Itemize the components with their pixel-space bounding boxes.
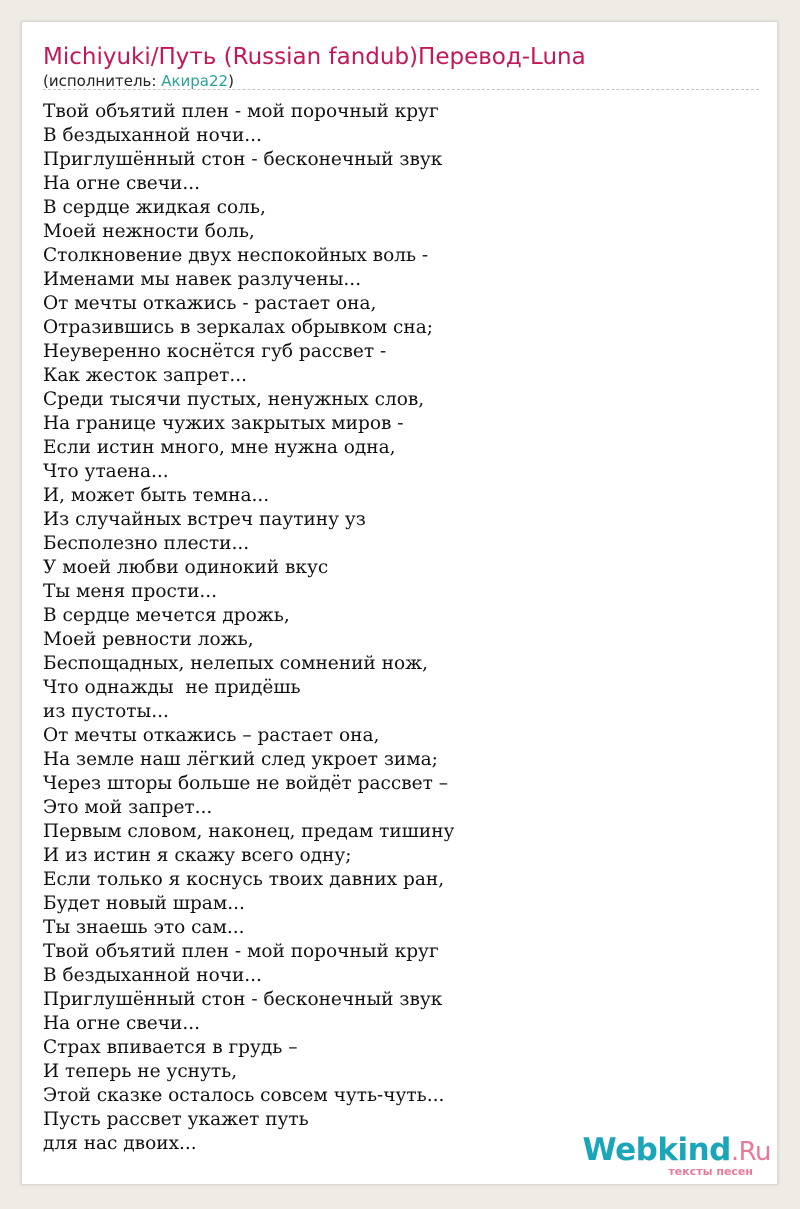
lyric-line: Беспощадных, нелепых сомнений нож, xyxy=(43,653,428,674)
lyric-line: От мечты откажись - растает она, xyxy=(43,293,377,314)
lyric-line: Что утаена... xyxy=(43,461,169,482)
lyric-line: для нас двоих... xyxy=(43,1133,197,1154)
lyric-line: В сердце жидкая соль, xyxy=(43,197,266,218)
lyric-line: И из истин я скажу всего одну; xyxy=(43,845,352,866)
lyric-line: И теперь не уснуть, xyxy=(43,1061,238,1082)
lyric-line: Ты знаешь это сам... xyxy=(43,917,245,938)
lyrics-card xyxy=(21,21,778,1185)
lyric-line: В сердце мечется дрожь, xyxy=(43,605,290,626)
lyric-line: На огне свечи... xyxy=(43,173,200,194)
lyric-line: из пустоты... xyxy=(43,701,169,722)
lyric-line: Бесполезно плести... xyxy=(43,533,250,554)
lyric-line: Среди тысячи пустых, ненужных слов, xyxy=(43,389,425,410)
lyric-line: Через шторы больше не войдёт рассвет – xyxy=(43,773,448,794)
lyric-line: На границе чужих закрытых миров - xyxy=(43,413,404,434)
lyric-line: Приглушённый стон - бесконечный звук xyxy=(43,989,443,1010)
lyric-line: На земле наш лёгкий след укроет зима; xyxy=(43,749,438,770)
lyric-line: Моей нежности боль, xyxy=(43,221,255,242)
lyric-line: Именами мы навек разлучены... xyxy=(43,269,362,290)
artist-link[interactable]: Акира22 xyxy=(161,72,229,90)
title-divider xyxy=(43,89,759,90)
lyric-line: В бездыханной ночи... xyxy=(43,125,262,146)
artist-prefix: (исполнитель: xyxy=(43,72,162,90)
lyric-line: Неуверенно коснётся губ рассвет - xyxy=(43,341,387,362)
lyric-line: От мечты откажись – растает она, xyxy=(43,725,380,746)
lyric-line: Отразившись в зеркалах обрывком сна; xyxy=(43,317,433,338)
lyric-line: Твой объятий плен - мой порочный круг xyxy=(43,941,439,962)
lyric-line: Будет новый шрам... xyxy=(43,893,245,914)
lyric-line: Пусть рассвет укажет путь xyxy=(43,1109,309,1130)
lyric-line: Страх впивается в грудь – xyxy=(43,1037,298,1058)
artist-suffix: ) xyxy=(228,72,234,90)
lyrics-body xyxy=(43,100,454,1156)
site-logo[interactable] xyxy=(581,1132,771,1180)
artist-line xyxy=(43,71,234,91)
logo-subtitle: тексты песен xyxy=(668,1165,753,1178)
lyric-line: И, может быть темна... xyxy=(43,485,270,506)
lyric-line: В бездыханной ночи... xyxy=(43,965,262,986)
lyric-line: Приглушённый стон - бесконечный звук xyxy=(43,149,443,170)
lyric-line: Столкновение двух неспокойных воль - xyxy=(43,245,429,266)
lyric-line: Если только я коснусь твоих давних ран, xyxy=(43,869,445,890)
lyric-line: Из случайных встреч паутину уз xyxy=(43,509,366,530)
lyric-line: Первым словом, наконец, предам тишину xyxy=(43,821,455,842)
lyric-line: Что однажды не придёшь xyxy=(43,677,301,698)
logo-word: Webkind xyxy=(582,1132,731,1168)
song-title: Michiyuki/Путь (Russian fandub)Перевод-Luna xyxy=(43,44,586,70)
lyric-line: Ты меня прости... xyxy=(43,581,218,602)
lyric-line: Это мой запрет... xyxy=(43,797,213,818)
logo-tld: .Ru xyxy=(730,1137,771,1167)
lyric-line: Этой сказке осталось совсем чуть-чуть... xyxy=(43,1085,445,1106)
lyric-line: Как жесток запрет... xyxy=(43,365,248,386)
lyric-line: Моей ревности ложь, xyxy=(43,629,254,650)
lyric-line: На огне свечи... xyxy=(43,1013,200,1034)
lyric-line: Если истин много, мне нужна одна, xyxy=(43,437,396,458)
lyric-line: Твой объятий плен - мой порочный круг xyxy=(43,101,439,122)
lyric-line: У моей любви одинокий вкус xyxy=(43,557,329,578)
